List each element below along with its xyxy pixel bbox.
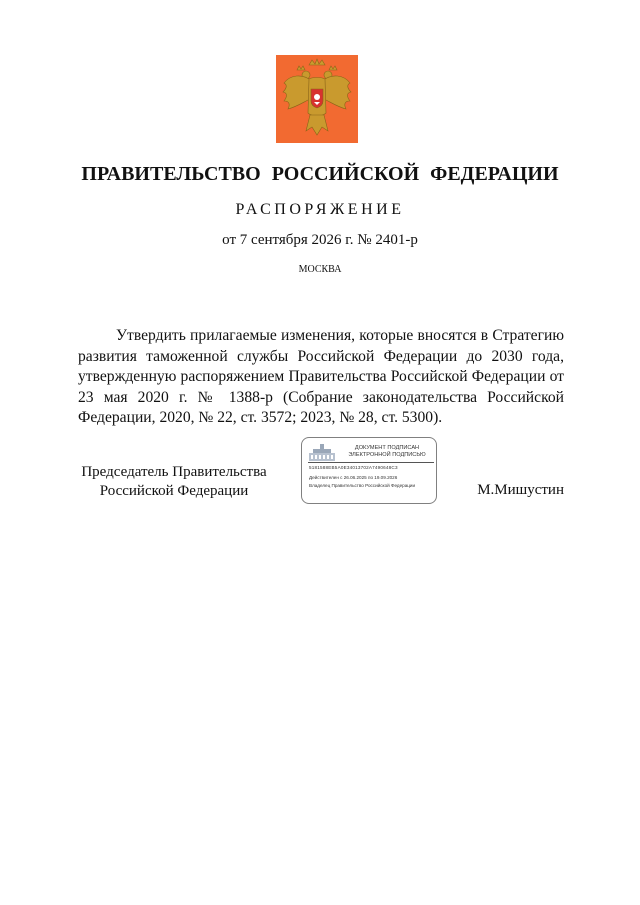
signer-position-line1: Председатель Правительства [81, 464, 267, 480]
esig-validity: Действителен с 26.06.2025 по 19.09.2026 [309, 475, 398, 480]
coat-of-arms-icon [276, 55, 358, 143]
document-city: МОСКВА [298, 264, 342, 275]
electronic-signature-stamp [301, 437, 437, 504]
esig-title-line1: ДОКУМЕНТ ПОДПИСАН [354, 445, 420, 451]
esig-title [340, 445, 434, 459]
order-paragraph: Утвердить прилагаемые изменения, которые вносятся в Стратегию развития таможенной службы Российской Федерации до 2030 года, утвержденную распоряжением Правительства Российской Федерации от 23 мая 2020 г. № 1388-р (Собрание законодательства Российской Федерации, 2020, № 22, ст. 3572; 2023, № 28, ст. 5300). [78, 327, 564, 426]
signer-position [74, 463, 274, 501]
document-type: РАСПОРЯЖЕНИЕ [235, 201, 405, 218]
signer-position-line2: Российской Федерации [99, 483, 249, 499]
esig-certificate-serial: 5181588EB5A0E34013702A7490648C3 [309, 465, 398, 470]
esig-divider [308, 462, 434, 463]
document-date-number: от 7 сентября 2026 г. № 2401-р [222, 232, 418, 248]
esig-title-line2: ЭЛЕКТРОННОЙ ПОДПИСЬЮ [348, 452, 426, 458]
esig-owner: Владелец Правительство Российской Федерации [309, 483, 416, 488]
government-title: ПРАВИТЕЛЬСТВО РОССИЙСКОЙ ФЕДЕРАЦИИ [81, 163, 559, 185]
government-building-icon [307, 444, 337, 462]
signer-name: М.Мишустин [477, 482, 564, 498]
